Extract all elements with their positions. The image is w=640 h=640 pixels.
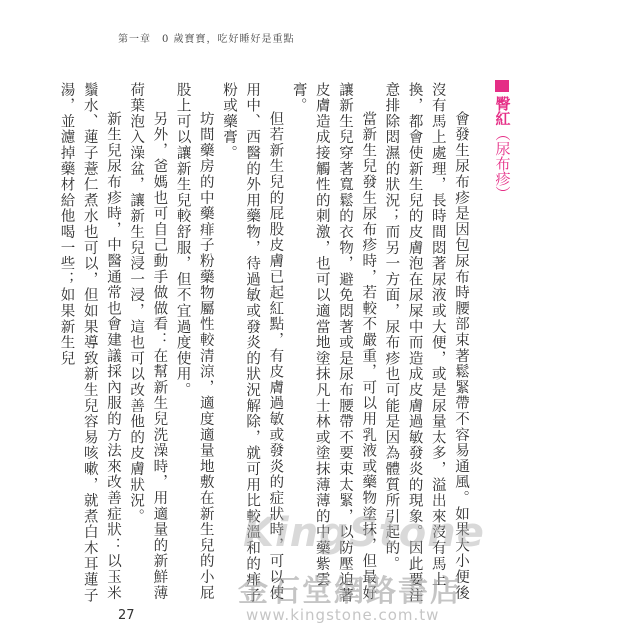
section-title: 臀紅 [493, 96, 512, 126]
paragraph-5: 另外，爸媽也可自己動手做做看：在幫新生兒洗澡時，用適量的新鮮薄荷葉泡入澡盆，讓新生兒浸一浸，這也可以改善他的皮膚狀況。 [128, 82, 168, 601]
watermark-logo-text: KingStone [243, 510, 485, 556]
body-text [58, 82, 472, 610]
page-number: 27 [118, 608, 135, 623]
running-header: 第一章 0 歲寶寶，吃好睡好是重點 [118, 34, 295, 45]
section-heading [493, 80, 511, 201]
watermark-url: www.kingstone.com.tw [246, 606, 440, 624]
watermark-store-name: 金石堂網路書店 [238, 574, 462, 609]
paragraph-4: 坊間藥房的中藥痱子粉藥物屬性較清涼，適度適量地敷在新生兒的小屁股上可以讓新生兒較舒服，但不宜過度使用。 [174, 82, 214, 601]
paragraph-1: 會發生尿布疹是因包尿布時腰部束著鬆緊帶不容易通風。如果大小便後沒有馬上處理，長時間悶著尿液或大便，或是尿量太多，溢出來沒有馬上換，都會使新生兒的皮膚泡在尿屎中而造成皮膚過敏發炎的現象。因此要注意排除悶濕的狀況；而另一方面，尿布疹也可能是因為體質所引起的。 [383, 82, 469, 604]
section-marker-icon [495, 80, 509, 92]
paragraph-2: 當新生兒發生尿布疹時，若較不嚴重，可以用乳液或藥物塗抹，但最好讓新生兒穿著寬鬆的衣物，避免悶著或是尿布腰帶不要束太緊，以防壓迫著皮膚造成接觸性的刺激，也可以適當地塗抹凡士林或塗抹薄薄的中藥紫雲膏。 [290, 82, 377, 604]
paragraph-6: 新生兒尿布疹時，中醫通常也會建議採內服的方法來改善症狀：以玉米鬚水、蓮子薏仁煮水也可以，但如果導致新生兒容易咳嗽，就煮白木耳蓮子湯，並濾掉藥材給他喝一些；如果新生兒 [58, 82, 121, 604]
section-subtitle: （尿布疹） [493, 126, 512, 201]
paragraph-3: 但若新生兒的屁股皮膚已起紅點，有皮膚過敏或發炎的症狀時，可以使用中、西醫的外用藥物，待過敏或發炎的狀況解除，就可用比較溫和的痱子粉或藥膏。 [220, 82, 284, 604]
